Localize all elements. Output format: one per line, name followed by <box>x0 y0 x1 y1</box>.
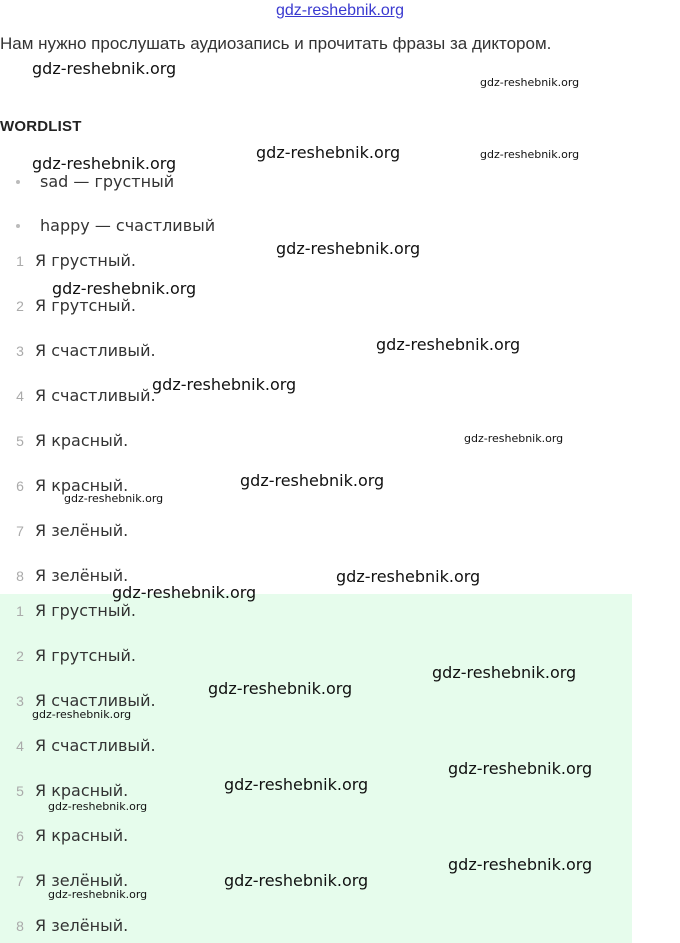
watermark: gdz-reshebnik.org <box>224 775 369 794</box>
phrase-number: 1 <box>16 253 24 269</box>
watermark: gdz-reshebnik.org <box>112 583 257 602</box>
phrase-number: 7 <box>16 523 24 539</box>
watermark: gdz-reshebnik.org <box>464 432 564 445</box>
intro-text: Нам нужно прослушать аудиозапись и прочитать фразы за диктором. <box>0 34 552 53</box>
phrase-text: Я зелёный. <box>35 521 129 540</box>
watermark: gdz-reshebnik.org <box>52 279 197 298</box>
phrase-text: Я грутсный. <box>35 646 136 665</box>
watermark: gdz-reshebnik.org <box>376 335 521 354</box>
phrase-number: 3 <box>16 343 24 359</box>
watermark: gdz-reshebnik.org <box>224 871 369 890</box>
phrase-number: 1 <box>16 603 24 619</box>
watermark: gdz-reshebnik.org <box>32 708 132 721</box>
phrase-text: Я красный. <box>35 431 129 450</box>
phrase-number: 5 <box>16 433 24 449</box>
phrase-text: Я счастливый. <box>35 736 156 755</box>
phrase-text: Я зелёный. <box>35 916 129 935</box>
phrase-text: Я счастливый. <box>35 386 156 405</box>
wordlist-item-text: happy — счастливый <box>40 216 216 235</box>
watermark: gdz-reshebnik.org <box>480 148 580 161</box>
phrase-text: Я красный. <box>35 476 129 495</box>
phrase-number: 3 <box>16 693 24 709</box>
phrase-number: 2 <box>16 298 24 314</box>
wordlist-item-text: sad — грустный <box>40 172 175 191</box>
watermark: gdz-reshebnik.org <box>32 59 177 78</box>
watermark: gdz-reshebnik.org <box>208 679 353 698</box>
wordlist-title: WORDLIST <box>0 118 82 135</box>
phrase-number: 8 <box>16 568 24 584</box>
phrase-text: Я счастливый. <box>35 691 156 710</box>
phrase-number: 6 <box>16 828 24 844</box>
site-link[interactable]: gdz-reshebnik.org <box>275 2 405 19</box>
phrase-number: 7 <box>16 873 24 889</box>
watermark: gdz-reshebnik.org <box>276 239 421 258</box>
watermark: gdz-reshebnik.org <box>240 471 385 490</box>
watermark: gdz-reshebnik.org <box>32 154 177 173</box>
phrase-number: 2 <box>16 648 24 664</box>
bullet-icon <box>16 180 20 184</box>
phrase-number: 5 <box>16 783 24 799</box>
watermark: gdz-reshebnik.org <box>48 888 148 901</box>
phrase-text: Я красный. <box>35 826 129 845</box>
phrase-text: Я грутсный. <box>35 296 136 315</box>
phrase-number: 8 <box>16 918 24 934</box>
watermark: gdz-reshebnik.org <box>256 143 401 162</box>
phrase-number: 4 <box>16 388 24 404</box>
watermark: gdz-reshebnik.org <box>432 663 577 682</box>
phrase-number: 6 <box>16 478 24 494</box>
watermark: gdz-reshebnik.org <box>152 375 297 394</box>
watermark: gdz-reshebnik.org <box>64 492 164 505</box>
phrase-text: Я счастливый. <box>35 341 156 360</box>
watermark: gdz-reshebnik.org <box>48 800 148 813</box>
phrase-text: Я грустный. <box>35 601 136 620</box>
watermark: gdz-reshebnik.org <box>448 759 593 778</box>
phrase-text: Я зелёный. <box>35 871 129 890</box>
phrase-text: Я грустный. <box>35 251 136 270</box>
phrase-number: 4 <box>16 738 24 754</box>
bullet-icon <box>16 224 20 228</box>
phrase-text: Я зелёный. <box>35 566 129 585</box>
watermark: gdz-reshebnik.org <box>336 567 481 586</box>
watermark: gdz-reshebnik.org <box>448 855 593 874</box>
watermark: gdz-reshebnik.org <box>480 76 580 89</box>
phrase-text: Я красный. <box>35 781 129 800</box>
